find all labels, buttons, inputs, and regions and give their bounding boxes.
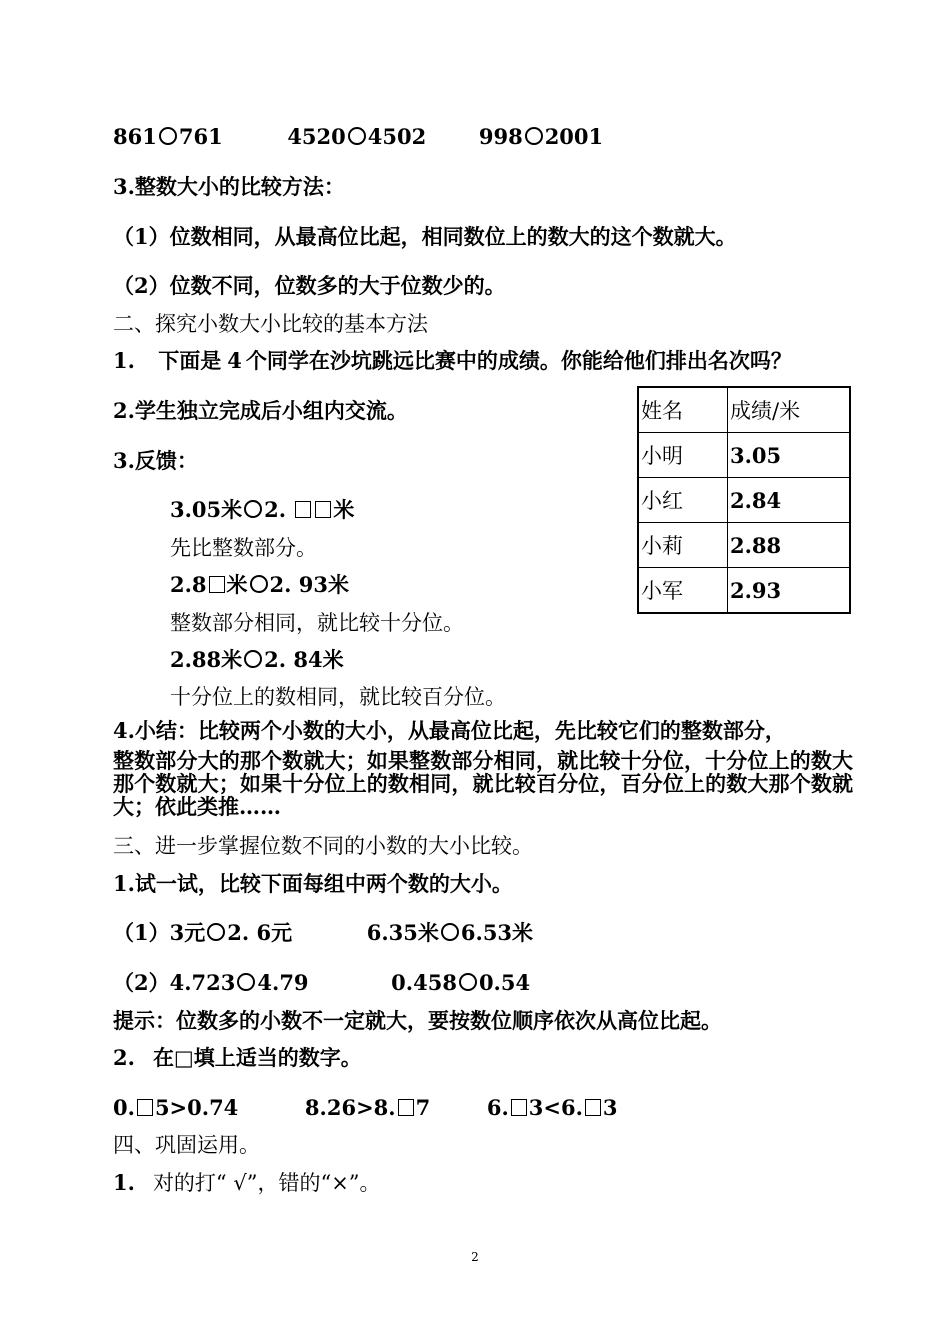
unit: 元 bbox=[184, 920, 206, 945]
blank-box bbox=[315, 501, 331, 518]
feedback-note-2: 整数部分相同，就比较十分位。 bbox=[170, 611, 464, 635]
unit: 米 bbox=[226, 572, 248, 597]
table-row bbox=[638, 478, 850, 523]
number: 2001 bbox=[544, 124, 604, 149]
unit: 米 bbox=[328, 572, 350, 597]
section-4-title: 四、巩固运用。 bbox=[113, 1133, 260, 1157]
method-title: 3.整数大小的比较方法： bbox=[113, 174, 345, 199]
section-3-question-2 bbox=[113, 1045, 362, 1071]
blank-box bbox=[398, 1099, 414, 1116]
table-row bbox=[638, 433, 850, 478]
unit: 米 bbox=[221, 647, 243, 672]
number: 3 bbox=[602, 1095, 618, 1120]
blank-box bbox=[295, 501, 311, 518]
item-label: （1） bbox=[113, 920, 170, 945]
method-rule-1: （1）位数相同，从最高位比起，相同数位上的数大的这个数就大。 bbox=[113, 224, 737, 249]
section-2-question-2: 2.学生独立完成后小组内交流。 bbox=[113, 398, 408, 423]
question-text: 下面是 bbox=[158, 348, 222, 373]
number: 7 bbox=[415, 1095, 431, 1120]
unit: 元 bbox=[271, 920, 293, 945]
question-text: 在□填上适当的数字。 bbox=[152, 1045, 362, 1070]
section-4-question-1 bbox=[113, 1170, 381, 1196]
number: 2. 84 bbox=[264, 647, 323, 672]
summary-line-1: 4.小结：比较两个小数的大小，从最高位比起，先比较它们的整数部分， bbox=[113, 718, 786, 743]
method-rule-2: （2）位数不同，位数多的大于位数少的。 bbox=[113, 273, 506, 298]
scores-table bbox=[637, 386, 851, 614]
student-score: 2.84 bbox=[728, 478, 851, 523]
number: 3.05 bbox=[170, 497, 222, 522]
number: 2.88 bbox=[170, 647, 222, 672]
blank-box bbox=[585, 1099, 601, 1116]
unit: 米 bbox=[221, 497, 243, 522]
student-name: 小莉 bbox=[638, 523, 728, 568]
number: 2. 93 bbox=[269, 572, 329, 597]
compare-circle bbox=[348, 127, 366, 145]
question-count: 4 bbox=[227, 348, 242, 373]
unit: 米 bbox=[417, 920, 439, 945]
student-name: 小红 bbox=[638, 478, 728, 523]
number: 3 bbox=[169, 920, 185, 945]
number: 2.8 bbox=[170, 572, 207, 597]
item-label: （2） bbox=[113, 970, 170, 995]
question-text-rest: 个同学在沙坑跳远比赛中的成绩。你能给他们排出名次吗？ bbox=[245, 348, 792, 373]
feedback-compare-3 bbox=[170, 647, 344, 673]
summary-block bbox=[113, 718, 853, 818]
feedback-compare-2 bbox=[170, 572, 349, 598]
number: 4.723 bbox=[169, 970, 236, 995]
number: 761 bbox=[178, 124, 223, 149]
unit: 米 bbox=[512, 920, 534, 945]
number: 6. bbox=[486, 1095, 509, 1120]
whole-number-compare-line bbox=[113, 124, 603, 150]
section-3-question-1: 1.试一试，比较下面每组中两个数的大小。 bbox=[113, 871, 513, 896]
number: 4520 bbox=[287, 124, 346, 149]
number: 6.35 bbox=[366, 920, 418, 945]
number: 998 bbox=[478, 124, 523, 149]
header-name: 姓名 bbox=[638, 387, 728, 433]
compare-practice-2 bbox=[113, 970, 530, 996]
number: 4502 bbox=[367, 124, 427, 149]
student-score: 2.88 bbox=[728, 523, 851, 568]
number: 4.79 bbox=[257, 970, 309, 995]
table-row bbox=[638, 568, 850, 614]
compare-circle bbox=[244, 500, 262, 518]
section-2-title: 二、探究小数大小比较的基本方法 bbox=[113, 312, 428, 336]
feedback-note-3: 十分位上的数相同，就比较百分位。 bbox=[170, 685, 506, 709]
section-2-question-3: 3.反馈： bbox=[113, 448, 198, 473]
question-number: 1. bbox=[113, 1170, 135, 1195]
number: 8.26>8. bbox=[304, 1095, 396, 1120]
number: 861 bbox=[113, 124, 157, 149]
blank-box bbox=[511, 1099, 527, 1116]
compare-practice-1 bbox=[113, 920, 533, 946]
page-number: 2 bbox=[471, 1250, 479, 1264]
number: 0. bbox=[113, 1095, 135, 1120]
blank-box bbox=[209, 576, 225, 593]
fill-in-line bbox=[113, 1095, 618, 1121]
compare-circle bbox=[250, 575, 268, 593]
section-3-title: 三、进一步掌握位数不同的小数的大小比较。 bbox=[113, 834, 533, 858]
number: 0.54 bbox=[478, 970, 531, 995]
table-header-row bbox=[638, 387, 850, 433]
compare-circle bbox=[207, 923, 225, 941]
student-name: 小军 bbox=[638, 568, 728, 614]
feedback-note-1: 先比整数部分。 bbox=[170, 536, 317, 560]
question-number: 1. bbox=[113, 348, 135, 373]
number: 0.458 bbox=[391, 970, 457, 995]
summary-paragraph: 整数部分大的那个数就大；如果整数部分相同，就比较十分位，十分位上的数大那个数就大；如果十分位上的数相同，就比较百分位，百分位上的数大那个数就大；依此类推…… bbox=[113, 748, 853, 819]
blank-box bbox=[137, 1099, 153, 1116]
compare-circle bbox=[237, 973, 255, 991]
compare-circle bbox=[441, 923, 459, 941]
section-2-question-1 bbox=[113, 348, 792, 374]
compare-circle bbox=[244, 650, 262, 668]
student-score: 2.93 bbox=[728, 568, 851, 614]
number: 2. 6 bbox=[227, 920, 272, 945]
question-text: 对的打“ √”，错的“×”。 bbox=[152, 1171, 381, 1195]
feedback-compare-1 bbox=[170, 497, 354, 523]
number: 3<6. bbox=[528, 1095, 583, 1120]
number: 2. bbox=[264, 497, 287, 522]
student-score: 3.05 bbox=[728, 433, 851, 478]
compare-circle bbox=[525, 127, 543, 145]
number: 5>0.74 bbox=[154, 1095, 239, 1120]
hint: 提示：位数多的小数不一定就大，要按数位顺序依次从高位比起。 bbox=[113, 1008, 722, 1033]
table-row bbox=[638, 523, 850, 568]
compare-circle bbox=[159, 127, 177, 145]
header-score: 成绩/米 bbox=[728, 387, 851, 433]
number: 6.53 bbox=[460, 920, 513, 945]
unit: 米 bbox=[333, 497, 355, 522]
unit: 米 bbox=[322, 647, 344, 672]
student-name: 小明 bbox=[638, 433, 728, 478]
compare-circle bbox=[459, 973, 477, 991]
question-number: 2. bbox=[113, 1045, 135, 1070]
